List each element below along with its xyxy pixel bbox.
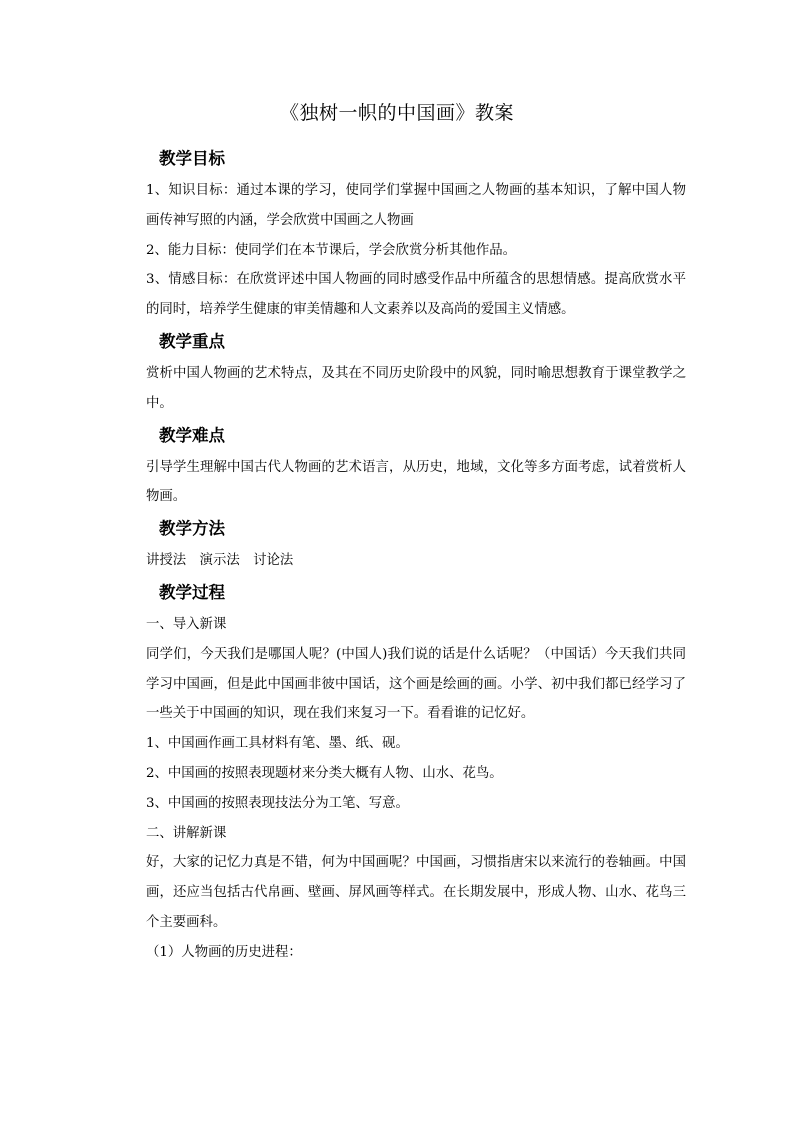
document-body [146,146,686,968]
paragraph: 同学们，今天我们是哪国人呢？(中国人)我们说的话是什么话呢？（中国话）今天我们共同学习中国画，但是此中国画非彼中国话，这个画是绘画的画。小学、初中我们都已经学习了一些关于中国画的知识，现在我们来复习一下。看看谁的记忆好。 [146,646,686,722]
paragraph: 赏析中国人物画的艺术特点，及其在不同历史阶段中的风貌，同时喻思想教育于课堂教学之中。 [146,365,686,411]
paragraph: （1）人物画的历史进程： [146,944,302,960]
paragraph: 二、讲解新课 [146,825,227,841]
paragraph: 讲授法 演示法 讨论法 [146,553,294,569]
section-heading-teaching-goals: 教学目标 [159,149,225,168]
section-heading-teaching-focus: 教学重点 [159,331,225,351]
paragraph: 引导学生理解中国古代人物画的艺术语言，从历史，地域，文化等多方面考虑，试着赏析人物画。 [146,459,686,505]
paragraph: 3、情感目标：在欣赏评述中国人物画的同时感受作品中所蕴含的思想情感。提高欣赏水平的同时，培养学生健康的审美情趣和人文素养以及高尚的爱国主义情感。 [146,272,686,318]
section-heading-teaching-methods: 教学方法 [159,519,225,539]
document-title: 《独树一帜的中国画》教案 [279,102,514,124]
paragraph: 1、知识目标：通过本课的学习，使同学们掌握中国画之人物画的基本知识，了解中国人物画传神写照的内涵，学会欣赏中国画之人物画 [146,183,686,228]
section-heading-teaching-process: 教学过程 [159,582,225,602]
section-heading-teaching-difficulty: 教学难点 [159,425,225,445]
list-item: 3、中国画的按照表现技法分为工笔、写意。 [146,795,409,811]
list-item: 1、中国画作画工具材料有笔、墨、纸、砚。 [146,736,409,752]
paragraph: 好，大家的记忆力真是不错，何为中国画呢？中国画，习惯指唐宋以来流行的卷轴画。中国画，还应当包括古代帛画、壁画、屏风画等样式。在长期发展中，形成人物、山水、花鸟三个主要画科。 [146,855,686,930]
paragraph: 2、能力目标：使同学们在本节课后，学会欣赏分析其他作品。 [146,242,517,258]
list-item: 2、中国画的按照表现题材来分类大概有人物、山水、花鸟。 [146,765,503,781]
paragraph: 一、导入新课 [146,616,227,632]
